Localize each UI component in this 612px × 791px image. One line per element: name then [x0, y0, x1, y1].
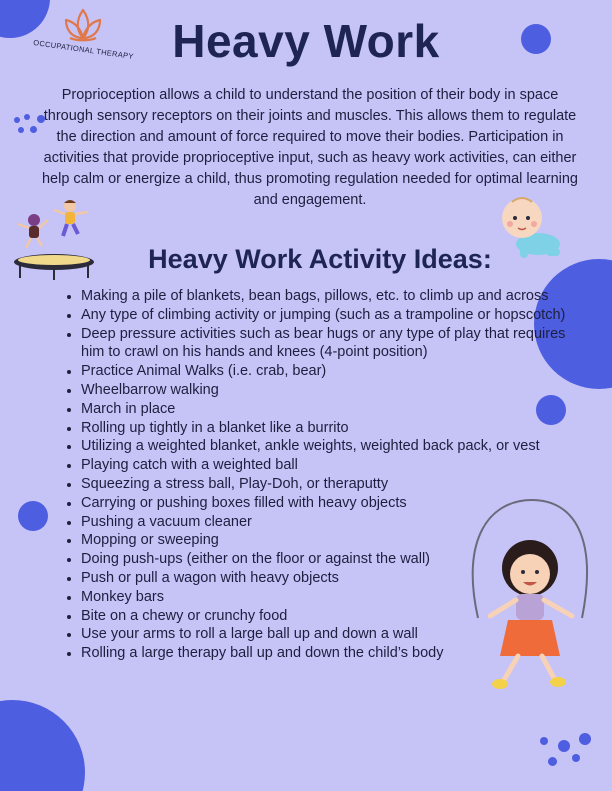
list-item: • Playing catch with a weighted ball: [81, 456, 571, 475]
list-item: • Any type of climbing activity or jumping (such as a trampoline or hopscotch): [81, 306, 571, 325]
list-item: • Squeezing a stress ball, Play-Doh, or theraputty: [81, 475, 571, 494]
list-item: • March in place: [81, 400, 571, 419]
list-item: • Wheelbarrow walking: [81, 381, 571, 400]
list-item: • Rolling a large therapy ball up and down the child’s body: [81, 644, 571, 663]
activities-heading: Heavy Work Activity Ideas:: [148, 244, 492, 274]
list-item: • Bite on a chewy or crunchy food: [81, 607, 571, 626]
list-item: • Use your arms to roll a large ball up and down a wall: [81, 625, 571, 644]
list-item: • Deep pressure activities such as bear hugs or any type of play that requires him to crawl on his hands and knees (4-point position): [81, 325, 571, 363]
list-item: • Practice Animal Walks (i.e. crab, bear): [81, 362, 571, 381]
list-item: • Monkey bars: [81, 588, 571, 607]
list-item: • Mopping or sweeping: [81, 531, 571, 550]
intro-paragraph: Proprioception allows a child to understand the position of their body in space through sensory receptors on their joints and muscles. This allows them to regulate the direction and amount of force required to move their bodies. Participation in activities that provide proprioceptive input, such as heavy work activities, can either help calm or energize a child, thus promoting regulation needed for optimal learning and engagement.: [41, 87, 578, 208]
list-item: • Push or pull a wagon with heavy objects: [81, 569, 571, 588]
list-item: • Doing push-ups (either on the floor or against the wall): [81, 550, 571, 569]
list-item: • Rolling up tightly in a blanket like a burrito: [81, 419, 571, 438]
list-item: • Utilizing a weighted blanket, ankle weights, weighted back pack, or vest: [81, 437, 571, 456]
page-title: Heavy Work: [172, 15, 440, 67]
logo-text: OCCUPATIONAL THERAPY: [32, 38, 135, 61]
decorative-circle: [0, 700, 85, 791]
list-item: • Making a pile of blankets, bean bags, pillows, etc. to climb up and across: [81, 287, 571, 306]
list-item: • Pushing a vacuum cleaner: [81, 513, 571, 532]
girl-jump-rope-illustration: [460, 498, 600, 704]
list-item: • Carrying or pushing boxes filled with heavy objects: [81, 494, 571, 513]
decorative-circle: [18, 501, 48, 531]
